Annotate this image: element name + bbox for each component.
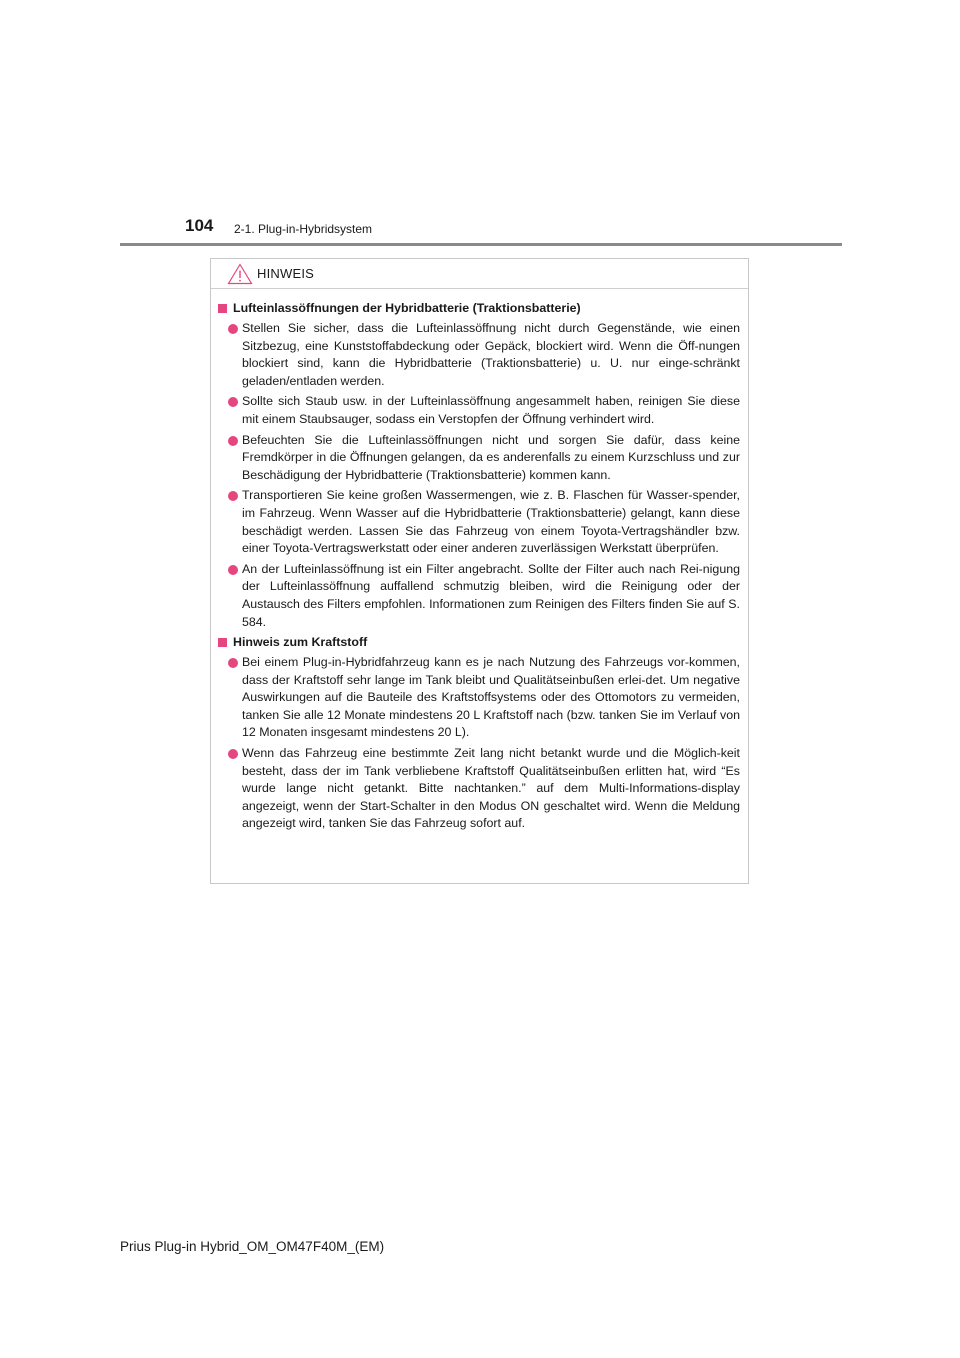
section-heading-air-intake: Lufteinlassöffnungen der Hybridbatterie (Traktionsbatterie) <box>218 300 740 317</box>
circle-bullet-icon <box>228 658 238 668</box>
notice-body <box>211 289 748 833</box>
circle-bullet-icon <box>228 565 238 575</box>
notice-header <box>211 259 748 289</box>
warning-triangle-icon <box>227 263 253 285</box>
circle-bullet-icon <box>228 491 238 501</box>
circle-bullet-icon <box>228 436 238 446</box>
list-item: Transportieren Sie keine großen Wassermengen, wie z. B. Flaschen für Wasser-spender, im Fahrzeug. Wenn Wasser auf die Hybridbatterie (Traktionsbatterie) gelangt, kann diese beschädigt werden. Lassen Sie das Fahrzeug von einem Toyota-Vertragshändler bzw. einer Toyota-Vertragswerkstatt oder einer anderen zuverlässigen Werkstatt überprüfen. <box>218 487 740 557</box>
circle-bullet-icon <box>228 397 238 407</box>
section-title: 2-1. Plug-in-Hybridsystem <box>234 222 373 236</box>
list-item: Sollte sich Staub usw. in der Lufteinlassöffnung angesammelt haben, reinigen Sie diese mit einem Staubsauger, sodass ein Verstopfen der Öffnung verhindert wird. <box>218 393 740 428</box>
circle-bullet-icon <box>228 749 238 759</box>
section-heading-fuel: Hinweis zum Kraftstoff <box>218 634 740 651</box>
header-rule <box>120 243 842 246</box>
list-item: Bei einem Plug-in-Hybridfahrzeug kann es je nach Nutzung des Fahrzeugs vor-kommen, dass der Kraftstoff sehr lange im Tank bleibt und Qualitätseinbußen erlei-det. Um negative Auswirkungen auf die Bauteile des Kraftstoffsystems oder des Ottomotors zu vermeiden, tanken Sie alle 12 Monate mindestens 20 L Kraftstoff nach (bzw. tanken Sie im Verlauf von 12 Monaten insgesamt mindestens 20 L). <box>218 654 740 742</box>
square-bullet-icon <box>218 304 227 313</box>
square-bullet-icon <box>218 638 227 647</box>
notice-box <box>210 258 749 884</box>
list-item: An der Lufteinlassöffnung ist ein Filter angebracht. Sollte der Filter auch nach Rei-nigung der Lufteinlassöffnung auffallend schmutzig bleiben, wird die Reinigung oder der Austausch des Filters empfohlen. Informationen zum Reinigen des Filters finden Sie auf S. 584. <box>218 561 740 631</box>
notice-title: HINWEIS <box>257 266 315 281</box>
list-item: Wenn das Fahrzeug eine bestimmte Zeit lang nicht betankt wurde und die Möglich-keit besteht, dass der im Tank verbliebene Kraftstoff Qualitätseinbußen erlitten hat, wird “Es wurde lange nicht getankt. Bitte nachtanken.” auf dem Multi-Informations-display angezeigt, wenn der Start-Schalter in den Modus ON geschaltet wird. Wenn die Meldung angezeigt wird, tanken Sie das Fahrzeug sofort auf. <box>218 745 740 833</box>
page-number: 104 <box>185 216 214 235</box>
footer-document-id: Prius Plug-in Hybrid_OM_OM47F40M_(EM) <box>120 1239 385 1254</box>
list-item: Befeuchten Sie die Lufteinlassöffnungen nicht und sorgen Sie dafür, dass keine Fremdkörper in die Öffnungen gelangen, da es anderenfalls zu einem Kurzschluss und zur Beschädigung der Hybridbatterie (Traktionsbatterie) kommen kann. <box>218 432 740 485</box>
circle-bullet-icon <box>228 324 238 334</box>
list-item: Stellen Sie sicher, dass die Lufteinlassöffnung nicht durch Gegenstände, wie einen Sitzbezug, eine Kunststoffabdeckung oder Gepäck, blockiert wird. Wenn die Öff-nungen blockiert sind, kann die Hybridbatterie (Traktionsbatterie) u. U. nur einge-schränkt geladen/entladen werden. <box>218 320 740 390</box>
